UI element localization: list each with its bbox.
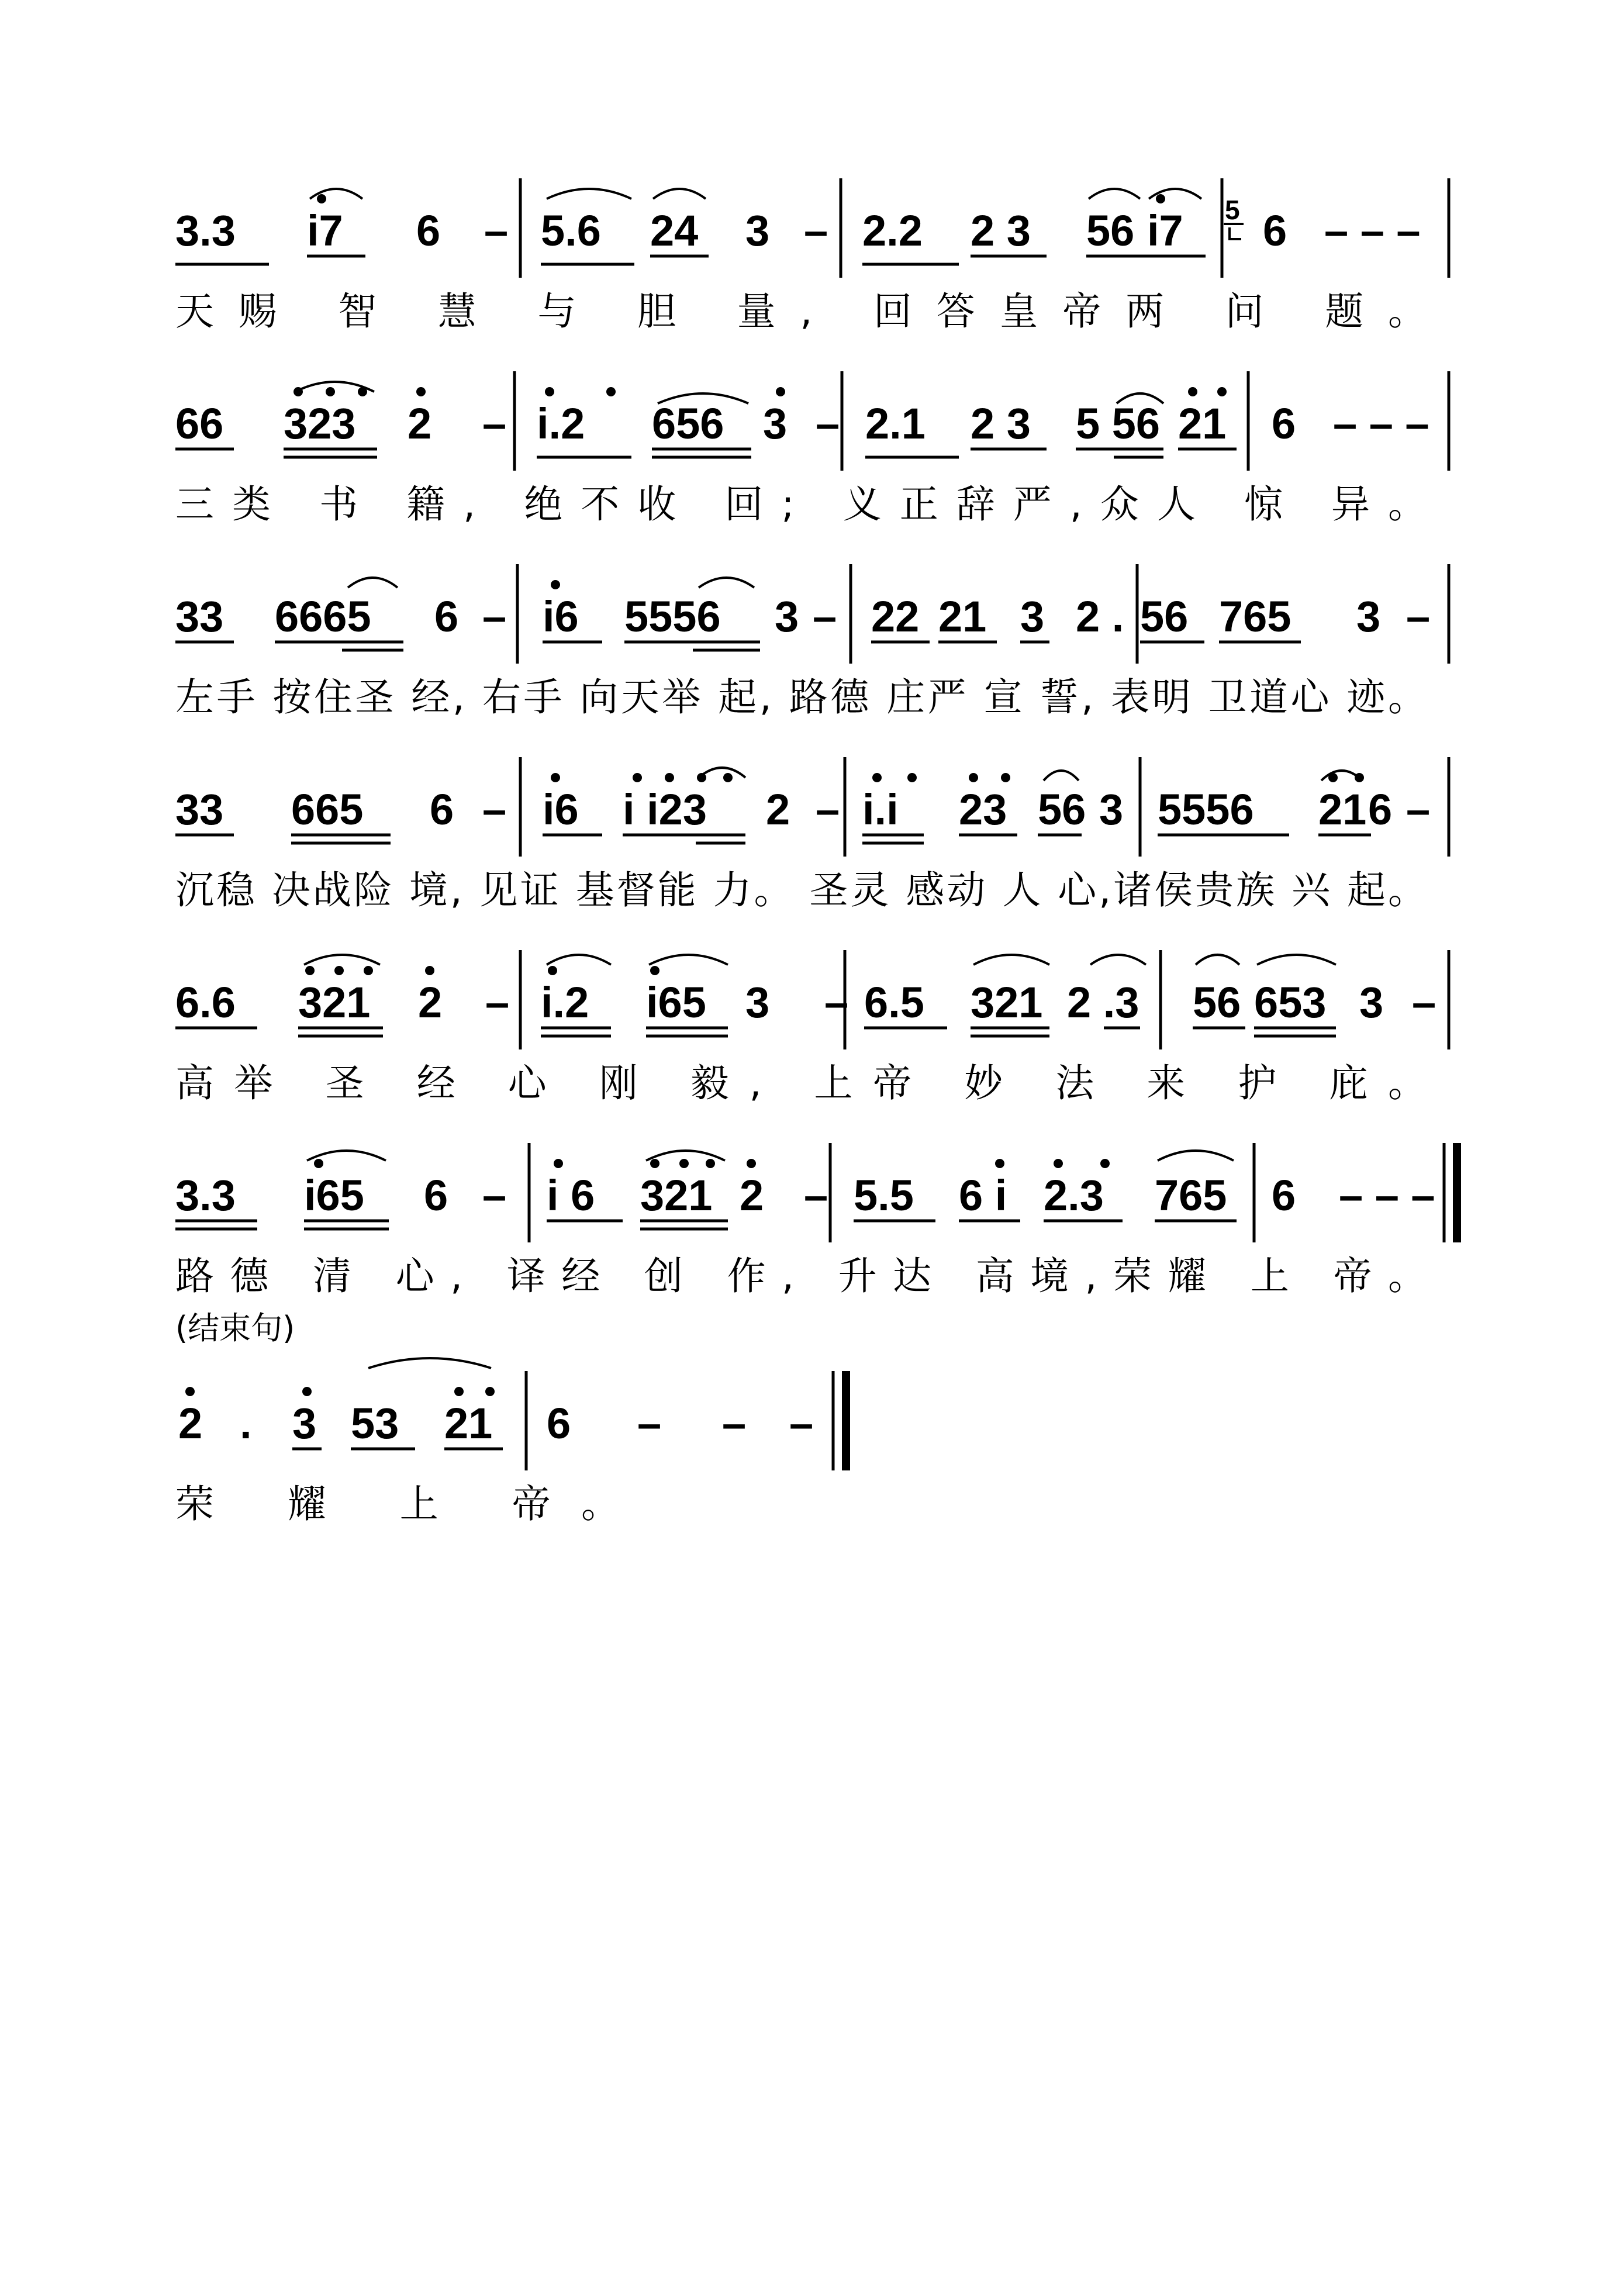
rest-dash: – xyxy=(482,785,507,834)
note-group: i7 xyxy=(1147,206,1183,255)
note-group: i65 xyxy=(304,1171,364,1220)
rest-dash: – xyxy=(484,206,509,255)
note-group: 3 xyxy=(745,978,770,1027)
score-line xyxy=(175,785,1430,913)
note-group: 21 xyxy=(444,1399,493,1448)
note-group: 2 xyxy=(178,1399,203,1448)
note-group: 3.3 xyxy=(175,1171,236,1220)
score-line xyxy=(175,399,1429,527)
note-group: 2 xyxy=(408,399,432,448)
note-group: 2 3 xyxy=(971,206,1031,255)
slur-mark xyxy=(547,189,631,199)
rest-dash: – xyxy=(816,785,840,834)
rest-dash: – – – xyxy=(1333,399,1429,448)
note-group: i7 xyxy=(307,206,343,255)
note-group: 6.5 xyxy=(864,978,924,1027)
octave-dot xyxy=(1217,387,1227,396)
rest-dash: – xyxy=(482,399,507,448)
slur-mark xyxy=(304,955,380,965)
note-group: 765 xyxy=(1155,1171,1227,1220)
slur-mark xyxy=(547,955,611,965)
note-group: i6 xyxy=(543,592,579,641)
octave-dot xyxy=(551,773,560,782)
note-group: 3 xyxy=(1359,978,1384,1027)
rest-dash: – xyxy=(1406,785,1431,834)
octave-dot xyxy=(706,1159,715,1168)
octave-dot xyxy=(364,966,373,975)
score-line xyxy=(175,195,1427,334)
rest-dash: – xyxy=(482,592,507,641)
octave-dot xyxy=(554,1159,563,1168)
note-group: 6 xyxy=(424,1171,448,1220)
rest-dash: – xyxy=(804,1171,828,1220)
note-group: i.i xyxy=(862,785,899,834)
octave-dot xyxy=(334,966,344,975)
octave-dot xyxy=(776,387,785,396)
octave-dot xyxy=(679,1159,689,1168)
note-group: 2.1 xyxy=(865,399,926,448)
note-group: 321 xyxy=(298,978,371,1027)
note-group: 2.2 xyxy=(862,206,923,255)
score-line xyxy=(175,978,1436,1106)
note-group: 56 xyxy=(1193,978,1241,1027)
note-group: 3 xyxy=(1356,592,1381,641)
octave-dot xyxy=(1188,387,1197,396)
note-group: 6.6 xyxy=(175,978,236,1027)
rest-dash: – xyxy=(637,1399,662,1448)
octave-dot xyxy=(425,966,434,975)
rest-dash: – xyxy=(804,206,828,255)
note-group: 56 xyxy=(1140,592,1189,641)
note-group: i.2 xyxy=(541,978,589,1027)
rest-dash: – xyxy=(1412,978,1436,1027)
octave-dot xyxy=(185,1387,195,1396)
note-group: 33 xyxy=(175,785,224,834)
note-group: 2 xyxy=(766,785,790,834)
rest-dash: – xyxy=(485,978,510,1027)
note-group: 2 .3 xyxy=(1067,978,1139,1027)
note-group: 321 xyxy=(640,1171,713,1220)
rest-dash: – xyxy=(482,1171,507,1220)
note-group: 6 xyxy=(430,785,454,834)
octave-dot xyxy=(1054,1159,1063,1168)
lyric-line: 三类 书 籍, 绝不收 回; 义正辞严,众人 惊 异。 xyxy=(175,482,1427,527)
octave-dot xyxy=(747,1159,756,1168)
note-group: 3 xyxy=(775,592,799,641)
note-group: 6 xyxy=(1368,785,1393,834)
note-group: i i23 xyxy=(623,785,707,834)
note-group: 56 xyxy=(1086,206,1135,255)
grace-hook xyxy=(1230,227,1241,239)
slur-mark xyxy=(1044,771,1079,781)
note-group: 3.3 xyxy=(175,206,236,255)
lyric-line: 沉稳 决战险 境, 见证 基督能 力。 圣灵 感动 人 心,诸侯贵族 兴 起。 xyxy=(175,868,1427,913)
rest-dash: – xyxy=(824,978,849,1027)
note-group: 6 xyxy=(434,592,459,641)
slur-mark xyxy=(653,189,706,199)
slur-mark xyxy=(973,955,1049,965)
octave-dot xyxy=(995,1159,1004,1168)
octave-dot xyxy=(302,1387,312,1396)
note-group: 2 xyxy=(418,978,443,1027)
note-group: 665 xyxy=(291,785,364,834)
slur-mark xyxy=(649,955,728,965)
grace-note: 5 xyxy=(1225,195,1240,225)
note-group: 2 3 xyxy=(971,399,1031,448)
slur-mark xyxy=(1089,189,1140,199)
note-group: 6 xyxy=(1263,206,1287,255)
note-group: 23 xyxy=(959,785,1007,834)
slur-mark xyxy=(1090,955,1146,965)
ending-lyric-line: 荣 耀 上 帝。 xyxy=(175,1482,620,1527)
note-group: 66 xyxy=(175,399,224,448)
octave-dot xyxy=(326,387,335,396)
rest-dash: – xyxy=(1406,592,1431,641)
octave-dot xyxy=(314,1159,323,1168)
octave-dot xyxy=(650,1159,659,1168)
slur-mark xyxy=(699,578,754,588)
note-group: 56 xyxy=(1038,785,1086,834)
note-group: 5 56 xyxy=(1076,399,1161,448)
note-group: 33 xyxy=(175,592,224,641)
note-group: 6 xyxy=(416,206,441,255)
slur-mark xyxy=(1158,1151,1234,1161)
note-group: . xyxy=(240,1399,252,1448)
note-group: 2.3 xyxy=(1044,1171,1104,1220)
note-group: 6 xyxy=(1272,399,1296,448)
octave-dot xyxy=(665,773,674,782)
note-group: 653 xyxy=(1254,978,1327,1027)
score-line xyxy=(175,592,1430,720)
rest-dash: – – – xyxy=(1339,1171,1435,1220)
note-group: i6 xyxy=(543,785,579,834)
note-group: 5.5 xyxy=(854,1171,914,1220)
rest-dash: – xyxy=(816,399,840,448)
note-group: i65 xyxy=(646,978,706,1027)
octave-dot xyxy=(485,1387,495,1396)
octave-dot xyxy=(548,966,557,975)
octave-dot xyxy=(872,773,882,782)
octave-dot xyxy=(551,580,560,589)
lyric-line: 左手 按住圣 经, 右手 向天举 起, 路德 庄严 宣 誓, 表明 卫道心 迹。 xyxy=(175,675,1427,720)
slur-mark xyxy=(1196,955,1239,965)
note-group: 21 xyxy=(1318,785,1367,834)
octave-dot xyxy=(454,1387,464,1396)
note-group: 5556 xyxy=(1158,785,1254,834)
lyric-line: 高举 圣 经 心 刚 毅, 上帝 妙 法 来 护 庇。 xyxy=(175,1061,1427,1106)
note-group: 765 xyxy=(1219,592,1292,641)
note-group: 6 i xyxy=(959,1171,1007,1220)
octave-dot xyxy=(907,773,917,782)
note-group: 21 xyxy=(938,592,987,641)
octave-dot xyxy=(1001,773,1010,782)
rest-dash: – xyxy=(813,592,837,641)
lyric-line: 路德 清 心, 译经 创 作, 升达 高境,荣耀 上 帝。 xyxy=(175,1254,1427,1299)
note-group: 2 . xyxy=(1076,592,1124,641)
octave-dot xyxy=(317,194,326,203)
octave-dot xyxy=(633,773,642,782)
note-group: 3 xyxy=(763,399,788,448)
octave-dot xyxy=(723,773,733,782)
note-group: 321 xyxy=(971,978,1043,1027)
note-group: 656 xyxy=(652,399,724,448)
note-group: 3 xyxy=(1020,592,1045,641)
note-group: 3 xyxy=(745,206,770,255)
note-group: 6 xyxy=(1272,1171,1296,1220)
score-line xyxy=(175,1171,1435,1299)
note-group: 5556 xyxy=(624,592,721,641)
note-group: i 6 xyxy=(547,1171,595,1220)
note-group: 3 xyxy=(1099,785,1124,834)
note-group: 53 xyxy=(351,1399,399,1448)
octave-dot xyxy=(969,773,978,782)
octave-dot xyxy=(305,966,315,975)
note-group: i.2 xyxy=(537,399,585,448)
note-group: 21 xyxy=(1178,399,1227,448)
ending-caption: (结束句) xyxy=(175,1310,295,1346)
octave-dot xyxy=(606,387,616,396)
rest-dash: – xyxy=(789,1399,814,1448)
octave-dot xyxy=(650,966,659,975)
note-group: 5.6 xyxy=(541,206,601,255)
slur-mark xyxy=(368,1358,491,1368)
octave-dot xyxy=(416,387,426,396)
rest-dash: – – – xyxy=(1324,206,1421,255)
note-group: 6665 xyxy=(275,592,371,641)
note-group: 6 xyxy=(547,1399,571,1448)
note-group: 22 xyxy=(871,592,920,641)
note-group: 3 xyxy=(292,1399,317,1448)
slur-mark xyxy=(1257,955,1336,965)
note-group: 2 xyxy=(740,1171,764,1220)
octave-dot xyxy=(1156,194,1165,203)
rest-dash: – xyxy=(722,1399,747,1448)
note-group: 323 xyxy=(284,399,356,448)
octave-dot xyxy=(545,387,554,396)
note-group: 24 xyxy=(650,206,699,255)
octave-dot xyxy=(1100,1159,1110,1168)
slur-mark xyxy=(348,578,398,588)
lyric-line: 天赐 智 慧 与 胆 量, 回答皇帝两 问 题。 xyxy=(175,289,1427,334)
